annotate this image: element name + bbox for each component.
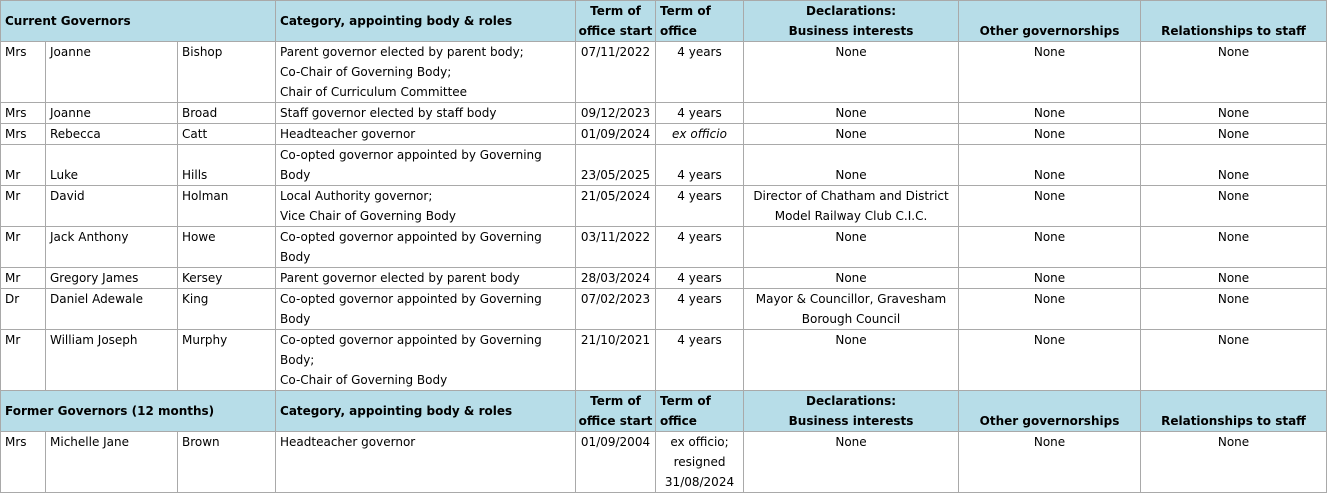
last-name-cell-text: Bishop xyxy=(182,45,223,59)
term-start-cell-text: 28/03/2024 xyxy=(580,271,651,285)
term-start-cell-text: 09/12/2023 xyxy=(580,106,651,120)
title-cell xyxy=(1,268,46,289)
relationships-cell-text: None xyxy=(1217,189,1250,203)
relationships-cell xyxy=(1141,330,1327,391)
declarations-header-text: Business interests xyxy=(788,414,914,428)
term-cell xyxy=(656,432,744,493)
relationships-cell xyxy=(1141,268,1327,289)
first-name-cell xyxy=(46,103,178,124)
relationships-cell-text: None xyxy=(1217,333,1250,347)
term-cell-text: 4 years xyxy=(677,45,722,59)
first-name-cell xyxy=(46,432,178,493)
section-title xyxy=(1,1,276,42)
term-start-header-text: Term of xyxy=(590,394,641,408)
first-name-cell xyxy=(46,124,178,145)
last-name-cell xyxy=(178,42,276,103)
title-cell xyxy=(1,289,46,330)
business-interests-cell xyxy=(744,289,959,330)
term-cell-text: 4 years xyxy=(677,292,722,306)
term-start-cell-text: 21/05/2024 xyxy=(580,189,651,203)
category-cell-text: Staff governor elected by staff body xyxy=(280,106,497,120)
last-name-cell-text: Catt xyxy=(182,127,208,141)
relationships-cell-text: None xyxy=(1217,435,1250,449)
other-governorships-cell-text: None xyxy=(1033,435,1066,449)
table-row xyxy=(1,124,1327,145)
business-interests-cell-text: None xyxy=(835,168,867,182)
other-governorships-cell xyxy=(959,145,1141,186)
term-cell-text: 4 years xyxy=(677,230,722,244)
term-start-header xyxy=(576,1,656,42)
term-cell-text: 4 years xyxy=(677,333,722,347)
other-governorships-cell-text: None xyxy=(1033,106,1066,120)
relationships-cell xyxy=(1141,186,1327,227)
title-cell xyxy=(1,103,46,124)
last-name-cell xyxy=(178,145,276,186)
title-cell-text: Mrs xyxy=(5,45,27,59)
title-cell-text: Dr xyxy=(5,292,20,306)
business-interests-cell-text: None xyxy=(835,230,867,244)
category-cell xyxy=(276,227,576,268)
term-start-cell-text: 01/09/2024 xyxy=(580,127,651,141)
other-governorships-cell-text: None xyxy=(1033,333,1066,347)
title-cell-text: Mr xyxy=(5,333,21,347)
last-name-cell xyxy=(178,432,276,493)
business-interests-cell-text: Model Railway Club C.I.C. xyxy=(774,209,928,223)
category-cell-text: Co-Chair of Governing Body; xyxy=(280,65,452,79)
first-name-cell-text: Jack Anthony xyxy=(50,230,129,244)
term-start-cell-text: 01/09/2004 xyxy=(580,435,651,449)
business-interests-cell-text: Director of Chatham and District xyxy=(753,189,949,203)
category-cell xyxy=(276,145,576,186)
relationships-cell xyxy=(1141,432,1327,493)
category-cell-text: Parent governor elected by parent body xyxy=(280,271,520,285)
declarations-header-text: Business interests xyxy=(788,24,914,38)
term-start-cell-text: 23/05/2025 xyxy=(580,168,651,182)
term-header-text: office xyxy=(660,414,697,428)
first-name-cell xyxy=(46,268,178,289)
table-row xyxy=(1,145,1327,186)
business-interests-cell xyxy=(744,268,959,289)
category-cell xyxy=(276,289,576,330)
term-start-cell xyxy=(576,268,656,289)
last-name-cell xyxy=(178,268,276,289)
category-cell xyxy=(276,42,576,103)
term-start-cell-text: 07/11/2022 xyxy=(580,45,651,59)
term-start-header xyxy=(576,391,656,432)
table-row xyxy=(1,186,1327,227)
relationships-cell xyxy=(1141,145,1327,186)
term-cell xyxy=(656,289,744,330)
table-row xyxy=(1,330,1327,391)
other-governorships-cell xyxy=(959,330,1141,391)
other-governorships-cell-text: None xyxy=(1033,292,1066,306)
title-cell-text: Mr xyxy=(5,230,21,244)
other-governorships-cell xyxy=(959,186,1141,227)
category-cell-text: Headteacher governor xyxy=(280,435,416,449)
title-cell xyxy=(1,227,46,268)
term-cell-text: 4 years xyxy=(677,168,722,182)
title-cell-text: Mr xyxy=(5,189,21,203)
last-name-cell xyxy=(178,227,276,268)
first-name-cell-text: David xyxy=(50,189,85,203)
section-title xyxy=(1,391,276,432)
other-governorships-cell-text: None xyxy=(1033,230,1066,244)
category-cell xyxy=(276,103,576,124)
current-header-row xyxy=(1,1,1327,42)
term-start-cell xyxy=(576,42,656,103)
business-interests-cell xyxy=(744,432,959,493)
term-cell xyxy=(656,330,744,391)
category-cell-text: Co-opted governor appointed by Governing xyxy=(280,292,542,306)
last-name-cell-text: Holman xyxy=(182,189,229,203)
relationships-cell-text: None xyxy=(1217,230,1250,244)
term-start-header-text: office start xyxy=(578,24,653,38)
title-cell-text: Mrs xyxy=(5,127,27,141)
category-header-text: Category, appointing body & roles xyxy=(280,404,513,418)
category-cell-text: Parent governor elected by parent body; xyxy=(280,45,524,59)
table-row xyxy=(1,227,1327,268)
table-row xyxy=(1,42,1327,103)
other-governorships-cell xyxy=(959,103,1141,124)
term-start-cell xyxy=(576,330,656,391)
first-name-cell-text: Daniel Adewale xyxy=(50,292,143,306)
last-name-cell-text: King xyxy=(182,292,209,306)
term-start-cell xyxy=(576,289,656,330)
last-name-cell xyxy=(178,124,276,145)
category-cell-text: Body; xyxy=(280,353,315,367)
other-governorships-header-text: Other governorships xyxy=(979,414,1120,428)
other-governorships-cell-text: None xyxy=(1033,271,1066,285)
other-governorships-cell xyxy=(959,42,1141,103)
term-cell-text: ex officio; xyxy=(670,435,729,449)
title-cell xyxy=(1,145,46,186)
declarations-header-text: Declarations: xyxy=(806,4,897,18)
category-cell xyxy=(276,186,576,227)
business-interests-cell-text: None xyxy=(835,127,867,141)
title-cell xyxy=(1,42,46,103)
last-name-cell-text: Murphy xyxy=(182,333,228,347)
relationships-cell-text: None xyxy=(1217,45,1250,59)
term-cell xyxy=(656,268,744,289)
section-title-text: Former Governors (12 months) xyxy=(5,404,215,418)
business-interests-cell-text: None xyxy=(835,333,867,347)
business-interests-cell xyxy=(744,145,959,186)
last-name-cell xyxy=(178,186,276,227)
business-interests-cell xyxy=(744,103,959,124)
category-cell-text: Vice Chair of Governing Body xyxy=(280,209,457,223)
relationships-cell xyxy=(1141,227,1327,268)
term-cell-text: 4 years xyxy=(677,189,722,203)
category-cell-text: Chair of Curriculum Committee xyxy=(280,85,468,99)
category-cell-text: Co-opted governor appointed by Governing xyxy=(280,148,542,162)
term-start-cell xyxy=(576,227,656,268)
category-cell xyxy=(276,432,576,493)
first-name-cell-text: Joanne xyxy=(50,106,91,120)
business-interests-cell-text: Mayor & Councillor, Gravesham xyxy=(755,292,947,306)
title-cell-text: Mrs xyxy=(5,106,27,120)
table-row xyxy=(1,268,1327,289)
title-cell xyxy=(1,330,46,391)
term-cell-text: 4 years xyxy=(677,106,722,120)
category-cell xyxy=(276,124,576,145)
term-header-text: Term of xyxy=(660,394,711,408)
first-name-cell xyxy=(46,289,178,330)
relationships-cell-text: None xyxy=(1217,271,1250,285)
other-governorships-cell xyxy=(959,227,1141,268)
term-cell-text: 4 years xyxy=(677,271,722,285)
business-interests-cell-text: None xyxy=(835,271,867,285)
first-name-cell-text: Gregory James xyxy=(50,271,139,285)
first-name-cell-text: Rebecca xyxy=(50,127,101,141)
other-governorships-cell xyxy=(959,124,1141,145)
business-interests-cell-text: None xyxy=(835,435,867,449)
relationships-cell-text: None xyxy=(1217,168,1250,182)
title-cell-text: Mr xyxy=(5,168,21,182)
term-start-cell xyxy=(576,432,656,493)
category-cell-text: Co-opted governor appointed by Governing xyxy=(280,333,542,347)
relationships-cell xyxy=(1141,289,1327,330)
last-name-cell xyxy=(178,289,276,330)
relationships-cell-text: None xyxy=(1217,292,1250,306)
term-start-cell-text: 03/11/2022 xyxy=(580,230,651,244)
term-start-cell xyxy=(576,124,656,145)
category-cell xyxy=(276,268,576,289)
business-interests-cell xyxy=(744,186,959,227)
term-start-cell xyxy=(576,186,656,227)
category-header xyxy=(276,1,576,42)
relationships-header xyxy=(1141,1,1327,42)
term-header-text: Term of xyxy=(660,4,711,18)
other-governorships-cell-text: None xyxy=(1033,45,1066,59)
other-governorships-cell xyxy=(959,268,1141,289)
other-governorships-cell xyxy=(959,432,1141,493)
title-cell-text: Mr xyxy=(5,271,21,285)
last-name-cell xyxy=(178,103,276,124)
first-name-cell xyxy=(46,42,178,103)
other-governorships-cell-text: None xyxy=(1033,168,1066,182)
term-cell-text: 31/08/2024 xyxy=(664,475,735,489)
term-cell xyxy=(656,124,744,145)
category-cell-text: Body xyxy=(280,168,311,182)
other-governorships-header xyxy=(959,1,1141,42)
term-cell xyxy=(656,186,744,227)
first-name-cell xyxy=(46,227,178,268)
first-name-cell-text: Luke xyxy=(50,168,78,182)
term-start-cell xyxy=(576,103,656,124)
other-governorships-cell-text: None xyxy=(1033,127,1066,141)
first-name-cell xyxy=(46,186,178,227)
category-header-text: Category, appointing body & roles xyxy=(280,14,513,28)
title-cell-text: Mrs xyxy=(5,435,27,449)
table-row xyxy=(1,103,1327,124)
relationships-header-text: Relationships to staff xyxy=(1161,414,1306,428)
relationships-cell xyxy=(1141,42,1327,103)
term-cell-text: ex officio xyxy=(672,127,727,141)
last-name-cell-text: Brown xyxy=(182,435,220,449)
first-name-cell-text: William Joseph xyxy=(50,333,138,347)
term-start-cell-text: 21/10/2021 xyxy=(580,333,651,347)
last-name-cell xyxy=(178,330,276,391)
term-header xyxy=(656,391,744,432)
last-name-cell-text: Broad xyxy=(182,106,218,120)
declarations-header xyxy=(744,391,959,432)
term-cell-text: resigned xyxy=(673,455,726,469)
other-governorships-cell-text: None xyxy=(1033,189,1066,203)
other-governorships-header-text: Other governorships xyxy=(979,24,1120,38)
term-cell xyxy=(656,145,744,186)
category-cell-text: Body xyxy=(280,250,311,264)
category-cell-text: Body xyxy=(280,312,311,326)
category-cell-text: Local Authority governor; xyxy=(280,189,433,203)
relationships-cell xyxy=(1141,103,1327,124)
term-start-cell-text: 07/02/2023 xyxy=(580,292,651,306)
relationships-header-text: Relationships to staff xyxy=(1161,24,1306,38)
declarations-header xyxy=(744,1,959,42)
last-name-cell-text: Kersey xyxy=(182,271,223,285)
business-interests-cell xyxy=(744,124,959,145)
relationships-cell-text: None xyxy=(1217,106,1250,120)
term-cell xyxy=(656,42,744,103)
first-name-cell-text: Michelle Jane xyxy=(50,435,130,449)
section-title-text: Current Governors xyxy=(5,14,131,28)
title-cell xyxy=(1,432,46,493)
last-name-cell-text: Hills xyxy=(182,168,208,182)
category-cell-text: Co-Chair of Governing Body xyxy=(280,373,448,387)
relationships-header xyxy=(1141,391,1327,432)
term-cell xyxy=(656,103,744,124)
table-row xyxy=(1,432,1327,493)
last-name-cell-text: Howe xyxy=(182,230,216,244)
business-interests-cell-text: None xyxy=(835,45,867,59)
relationships-cell-text: None xyxy=(1217,127,1250,141)
other-governorships-cell xyxy=(959,289,1141,330)
first-name-cell xyxy=(46,330,178,391)
former-header-row xyxy=(1,391,1327,432)
term-header-text: office xyxy=(660,24,697,38)
business-interests-cell-text: Borough Council xyxy=(801,312,901,326)
first-name-cell xyxy=(46,145,178,186)
category-cell xyxy=(276,330,576,391)
term-start-cell xyxy=(576,145,656,186)
business-interests-cell-text: None xyxy=(835,106,867,120)
term-start-header-text: Term of xyxy=(590,4,641,18)
title-cell xyxy=(1,186,46,227)
business-interests-cell xyxy=(744,42,959,103)
term-header xyxy=(656,1,744,42)
term-start-header-text: office start xyxy=(578,414,653,428)
business-interests-cell xyxy=(744,330,959,391)
category-cell-text: Co-opted governor appointed by Governing xyxy=(280,230,542,244)
first-name-cell-text: Joanne xyxy=(50,45,91,59)
category-header xyxy=(276,391,576,432)
declarations-header-text: Declarations: xyxy=(806,394,897,408)
term-cell xyxy=(656,227,744,268)
table-row xyxy=(1,289,1327,330)
category-cell-text: Headteacher governor xyxy=(280,127,416,141)
relationships-cell xyxy=(1141,124,1327,145)
business-interests-cell xyxy=(744,227,959,268)
other-governorships-header xyxy=(959,391,1141,432)
title-cell xyxy=(1,124,46,145)
